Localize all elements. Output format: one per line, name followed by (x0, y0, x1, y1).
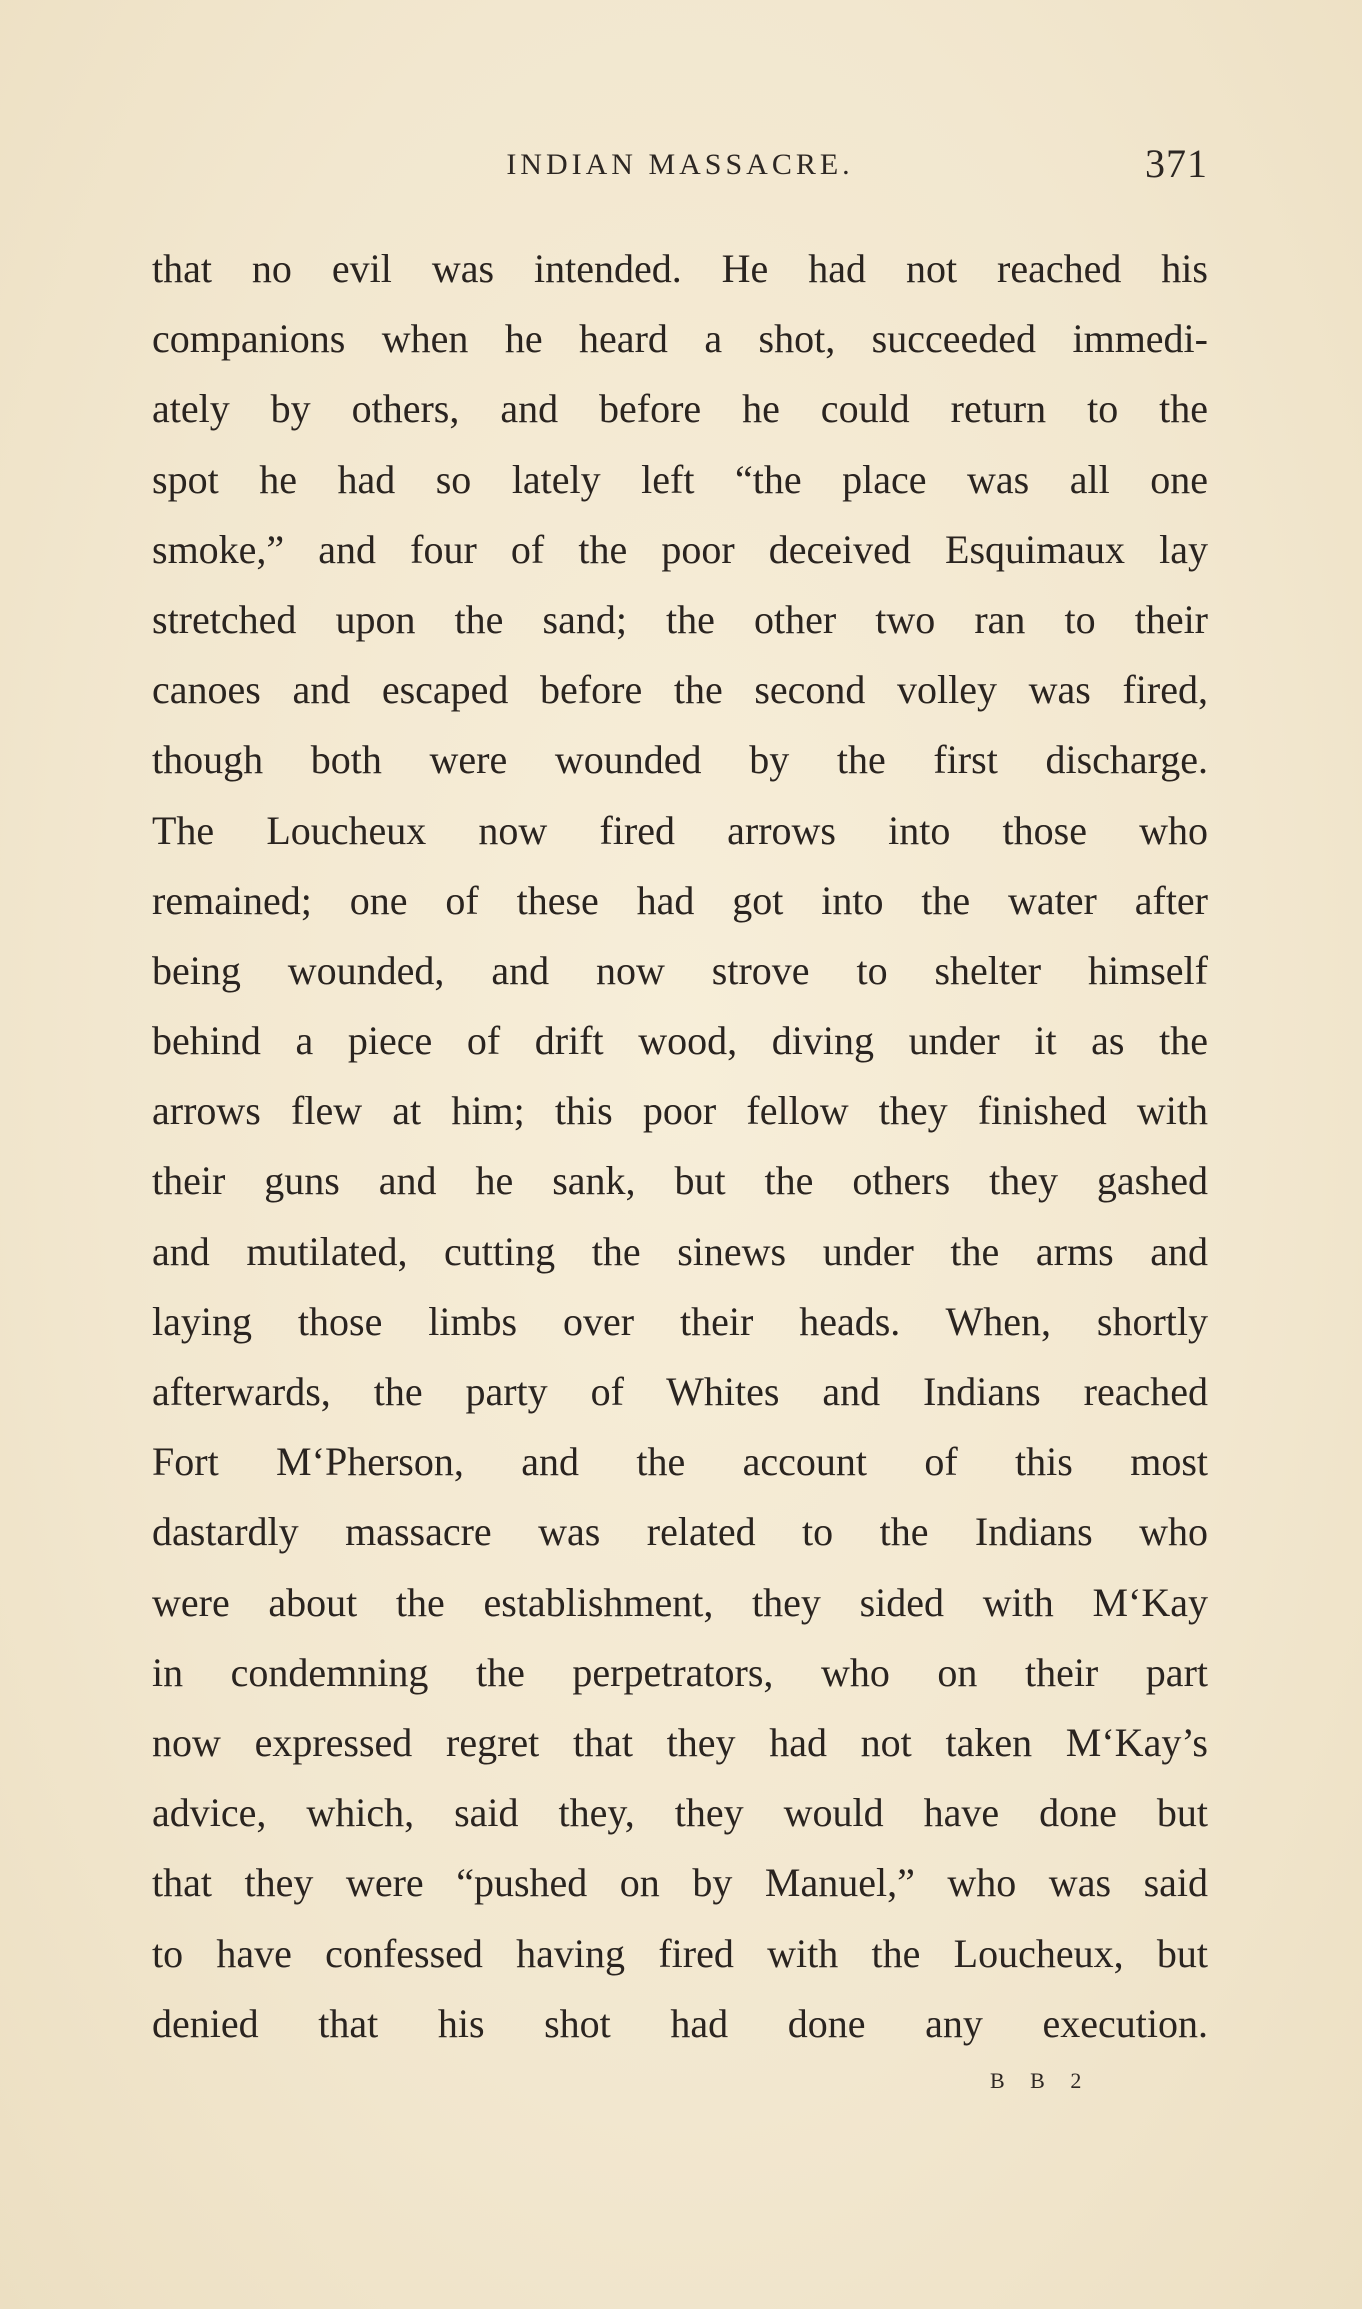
text-line: arrows flew at him; this poor fellow they finished with (152, 1088, 1208, 1134)
text-line: and mutilated, cutting the sinews under the arms and (152, 1228, 1208, 1274)
text-line: canoes and escaped before the second volley was fired, (152, 667, 1208, 713)
text-line: Fort M‘Pherson, and the account of this most (152, 1439, 1208, 1485)
text-line: smoke,” and four of the poor deceived Esquimaux lay (152, 526, 1208, 572)
text-line: companions when he heard a shot, succeeded immedi- (152, 316, 1208, 362)
text-line: dastardly massacre was related to the Indians who (152, 1509, 1208, 1555)
text-line: that no evil was intended. He had not reached his (152, 246, 1208, 291)
text-line: afterwards, the party of Whites and Indians reached (152, 1369, 1208, 1414)
text-line: their guns and he sank, but the others they gashed (152, 1158, 1208, 1204)
text-line: being wounded, and now strove to shelter himself (152, 947, 1208, 993)
text-line: laying those limbs over their heads. When, shortly (152, 1298, 1208, 1344)
page-number: 371 (1145, 141, 1208, 186)
text-line: now expressed regret that they had not taken M‘Kay’s (152, 1719, 1208, 1765)
text-line: denied that his shot had done any execution. (152, 2000, 1208, 2046)
signature-mark: B B 2 (990, 2068, 1092, 2093)
text-line: remained; one of these had got into the water after (152, 877, 1208, 923)
running-title: INDIAN MASSACRE. (506, 148, 854, 181)
text-line: advice, which, said they, they would have done but (152, 1790, 1208, 1836)
body-text (152, 234, 1208, 2059)
text-line: behind a piece of drift wood, diving under it as the (152, 1018, 1208, 1064)
text-line: that they were “pushed on by Manuel,” who was said (152, 1860, 1208, 1906)
text-line: ately by others, and before he could return to the (152, 386, 1208, 432)
running-head (152, 140, 1208, 196)
text-line: The Loucheux now fired arrows into those who (152, 807, 1208, 853)
text-line: in condemning the perpetrators, who on their part (152, 1649, 1208, 1695)
text-line: though both were wounded by the first discharge. (152, 737, 1208, 783)
text-line: spot he had so lately left “the place was all one (152, 456, 1208, 502)
text-line: to have confessed having fired with the Loucheux, but (152, 1930, 1208, 1976)
text-line: were about the establishment, they sided with M‘Kay (152, 1579, 1208, 1625)
text-line: stretched upon the sand; the other two ran to their (152, 596, 1208, 642)
